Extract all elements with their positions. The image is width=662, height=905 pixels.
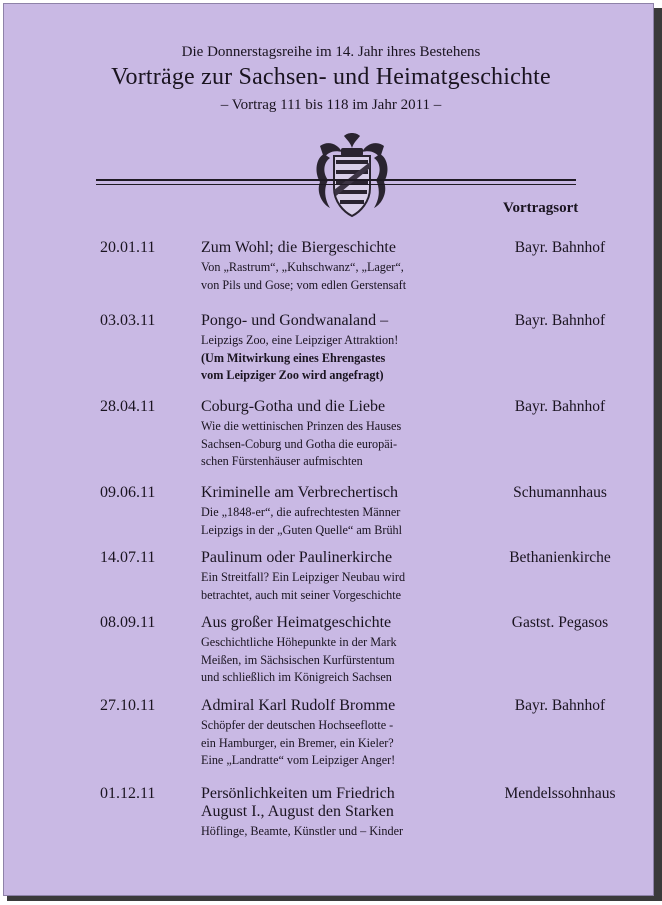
event-title: Paulinum oder Paulinerkirche	[201, 549, 393, 566]
event-description: Die „1848-er“, die aufrechtesten Männer Leipzigs in der „Guten Quelle“ am Brühl	[201, 505, 403, 537]
event-title: Persönlichkeiten um Friedrich August I., August den Starken	[201, 785, 395, 820]
event-date: 27.10.11	[100, 697, 156, 714]
event-venue: Bethanienkirche	[509, 549, 611, 566]
header-rule-thin	[96, 184, 576, 185]
event-date: 03.03.11	[100, 312, 156, 329]
event-note: vom Leipziger Zoo wird angefragt)	[201, 368, 384, 382]
event-venue: Bayr. Bahnhof	[514, 312, 606, 329]
event-title: Zum Wohl; die Biergeschichte	[201, 239, 396, 256]
event-description: Schöpfer der deutschen Hochseeflotte - ein Hamburger, ein Bremer, ein Kieler? Eine „Landratte“ vom Leipziger Anger!	[201, 718, 396, 767]
event-description: Ein Streitfall? Ein Leipziger Neubau wird betrachtet, auch mit seiner Vorgeschichte	[201, 570, 406, 602]
event-venue: Bayr. Bahnhof	[514, 239, 606, 256]
event-date: 14.07.11	[100, 549, 156, 566]
event-venue: Bayr. Bahnhof	[514, 398, 606, 415]
event-title: Admiral Karl Rudolf Bromme	[201, 697, 396, 714]
event-venue: Gastst. Pegasos	[511, 614, 609, 631]
event-title: Aus großer Heimatgeschichte	[201, 614, 392, 631]
event-venue: Mendelssohnhaus	[504, 785, 616, 802]
event-description: Leipzigs Zoo, eine Leipziger Attraktion! (Um Mitwirkung eines Ehrengastes vom Leipziger Zoo wird angefragt)	[201, 332, 398, 385]
saxony-coat-of-arms-icon	[314, 132, 390, 220]
event-description: Geschichtliche Höhepunkte in der Mark Meißen, im Sächsischen Kurfürstentum und schließlich im Königreich Sachsen	[201, 635, 397, 684]
event-venue: Schumannhaus	[513, 484, 607, 501]
page-title: Vorträge zur Sachsen- und Heimatgeschichte	[111, 64, 551, 90]
event-title: Pongo- und Gondwanaland –	[201, 312, 389, 329]
event-description: Höflinge, Beamte, Künstler und – Kinder	[201, 824, 404, 838]
event-venue: Bayr. Bahnhof	[514, 697, 606, 714]
event-title: Kriminelle am Verbrechertisch	[201, 484, 398, 501]
series-subtitle: Die Donnerstagsreihe im 14. Jahr ihres Bestehens	[181, 44, 481, 60]
event-date: 09.06.11	[100, 484, 156, 501]
header-rule-thick	[96, 179, 576, 181]
event-date: 28.04.11	[100, 398, 156, 415]
event-note: (Um Mitwirkung eines Ehrengastes	[201, 350, 386, 365]
event-description: Wie die wettinischen Prinzen des Hauses Sachsen-Coburg und Gotha die europäi- schen Fürstenhäuser aufmischten	[201, 419, 402, 468]
event-title: Coburg-Gotha und die Liebe	[201, 398, 386, 415]
venue-column-heading: Vortragsort	[503, 200, 579, 216]
event-date: 20.01.11	[100, 239, 156, 256]
lecture-range: – Vortrag 111 bis 118 im Jahr 2011 –	[220, 97, 442, 113]
event-date: 01.12.11	[100, 785, 156, 802]
event-description: Von „Rastrum“, „Kuhschwanz“, „Lager“, von Pils und Gose; vom edlen Gerstensaft	[201, 260, 407, 292]
event-date: 08.09.11	[100, 614, 156, 631]
